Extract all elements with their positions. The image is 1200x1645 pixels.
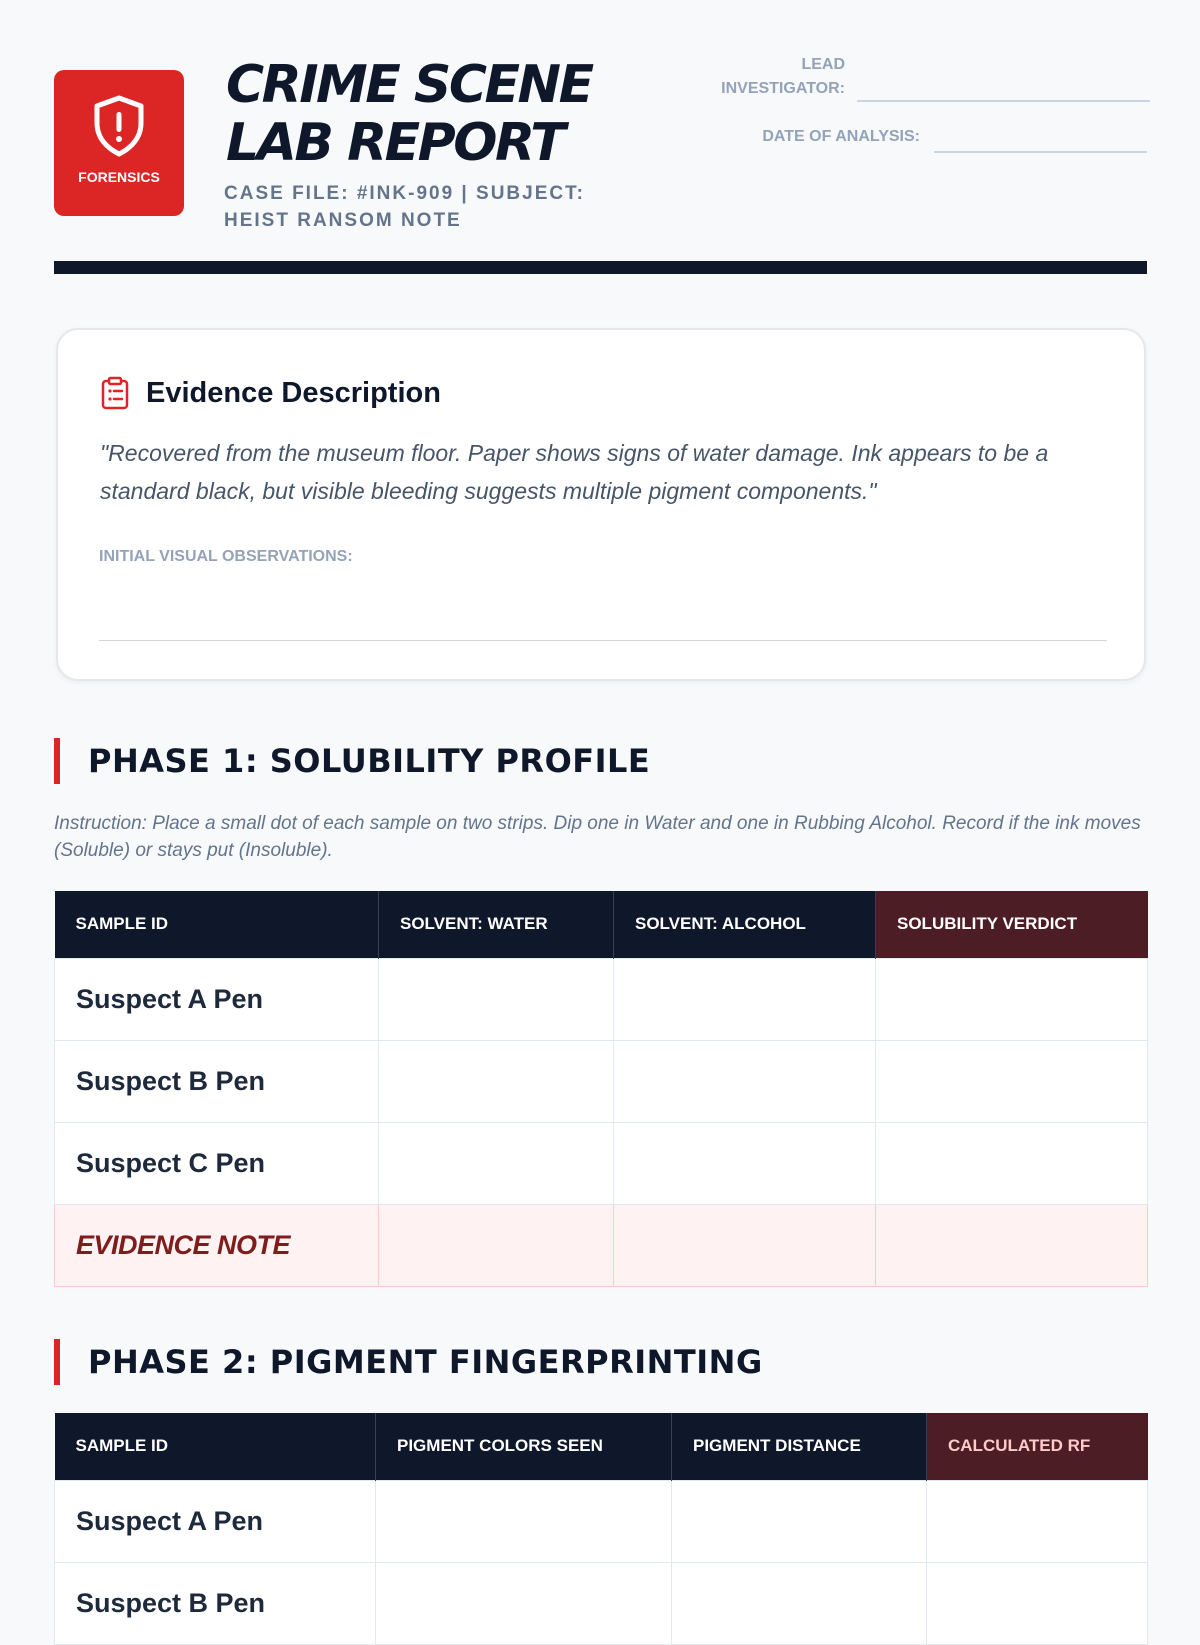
- verdict-cell[interactable]: [876, 958, 1148, 1040]
- observations-label: INITIAL VISUAL OBSERVATIONS:: [99, 548, 353, 565]
- column-header: SOLVENT: WATER: [379, 891, 614, 958]
- evidence-title: Evidence Description: [146, 376, 441, 409]
- table-row: [55, 1562, 1148, 1644]
- pigment-colors-cell[interactable]: [376, 1480, 672, 1562]
- title-line-2: LAB REPORT: [226, 113, 564, 173]
- case-subtitle: [224, 180, 644, 234]
- column-header: PIGMENT COLORS SEEN: [376, 1413, 672, 1480]
- column-header: SAMPLE ID: [55, 891, 379, 958]
- sample-id-cell: Suspect A Pen: [55, 1480, 376, 1562]
- phase2-header: [54, 1339, 763, 1385]
- calculated-rf-cell[interactable]: [927, 1480, 1148, 1562]
- alcohol-result-cell[interactable]: [614, 1204, 876, 1286]
- pigment-table: [54, 1413, 1148, 1645]
- phase1-title: PHASE 1: SOLUBILITY PROFILE: [88, 742, 651, 780]
- alcohol-result-cell[interactable]: [614, 1122, 876, 1204]
- report-title: [226, 56, 686, 172]
- phase1-instruction: Instruction: Place a small dot of each sample on two strips. Dip one in Water and one in Rubbing Alcohol. Record if the ink moves (Soluble) or stays put (Insoluble).: [54, 813, 1141, 861]
- table-header-row: [55, 891, 1148, 958]
- column-header-verdict: SOLUBILITY VERDICT: [876, 891, 1148, 958]
- phase2-accent-bar: [54, 1339, 60, 1385]
- alcohol-result-cell[interactable]: [614, 1040, 876, 1122]
- sample-id-cell: Suspect B Pen: [55, 1562, 376, 1644]
- pigment-distance-cell[interactable]: [672, 1562, 927, 1644]
- lead-investigator-input[interactable]: [857, 100, 1150, 102]
- shield-alert-icon: [92, 95, 146, 157]
- sample-id-cell: Suspect A Pen: [55, 958, 379, 1040]
- phase2-title: PHASE 2: PIGMENT FINGERPRINTING: [88, 1343, 763, 1381]
- verdict-cell[interactable]: [876, 1122, 1148, 1204]
- date-of-analysis-input[interactable]: [934, 151, 1147, 153]
- lead-label-line-1: LEAD: [801, 56, 845, 73]
- table-row: [55, 1480, 1148, 1562]
- table-row: [55, 1122, 1148, 1204]
- lead-label-line-2: INVESTIGATOR:: [721, 80, 845, 97]
- column-header: PIGMENT DISTANCE: [672, 1413, 927, 1480]
- subtitle-line-1: CASE FILE: #INK-909 | SUBJECT:: [224, 183, 585, 204]
- calculated-rf-cell[interactable]: [927, 1562, 1148, 1644]
- table-row: [55, 1040, 1148, 1122]
- phase1-accent-bar: [54, 738, 60, 784]
- verdict-cell[interactable]: [876, 1040, 1148, 1122]
- alcohol-result-cell[interactable]: [614, 958, 876, 1040]
- sample-id-cell: Suspect C Pen: [55, 1122, 379, 1204]
- forensics-badge: [54, 70, 184, 216]
- pigment-distance-cell[interactable]: [672, 1480, 927, 1562]
- observations-input[interactable]: [99, 640, 1107, 641]
- verdict-cell[interactable]: [876, 1204, 1148, 1286]
- column-header: SAMPLE ID: [55, 1413, 376, 1480]
- date-of-analysis-label: DATE OF ANALYSIS:: [762, 128, 920, 145]
- evidence-header: [100, 376, 441, 410]
- column-header-rf: CALCULATED RF: [927, 1413, 1148, 1480]
- column-header: SOLVENT: ALCOHOL: [614, 891, 876, 958]
- evidence-card: [56, 328, 1146, 681]
- header-divider: [54, 261, 1147, 274]
- evidence-note-label: EVIDENCE NOTE: [55, 1204, 379, 1286]
- water-result-cell[interactable]: [379, 1204, 614, 1286]
- table-header-row: [55, 1413, 1148, 1480]
- evidence-quote: "Recovered from the museum floor. Paper shows signs of water damage. Ink appears to be a standard black, but visible bleeding suggests multiple pigment components.": [100, 440, 1049, 504]
- badge-label: FORENSICS: [78, 169, 160, 185]
- title-line-1: CRIME SCENE: [226, 55, 592, 115]
- water-result-cell[interactable]: [379, 958, 614, 1040]
- phase1-header: [54, 738, 650, 784]
- lead-investigator-label: [690, 53, 845, 101]
- lead-investigator-field: [690, 53, 1150, 101]
- clipboard-list-icon: [100, 376, 130, 410]
- evidence-note-row: [55, 1204, 1148, 1286]
- table-row: [55, 958, 1148, 1040]
- date-of-analysis-field: [690, 125, 1147, 149]
- water-result-cell[interactable]: [379, 1122, 614, 1204]
- sample-id-cell: Suspect B Pen: [55, 1040, 379, 1122]
- water-result-cell[interactable]: [379, 1040, 614, 1122]
- subtitle-line-2: HEIST RANSOM NOTE: [224, 210, 462, 231]
- pigment-colors-cell[interactable]: [376, 1562, 672, 1644]
- solubility-table: [54, 891, 1148, 1287]
